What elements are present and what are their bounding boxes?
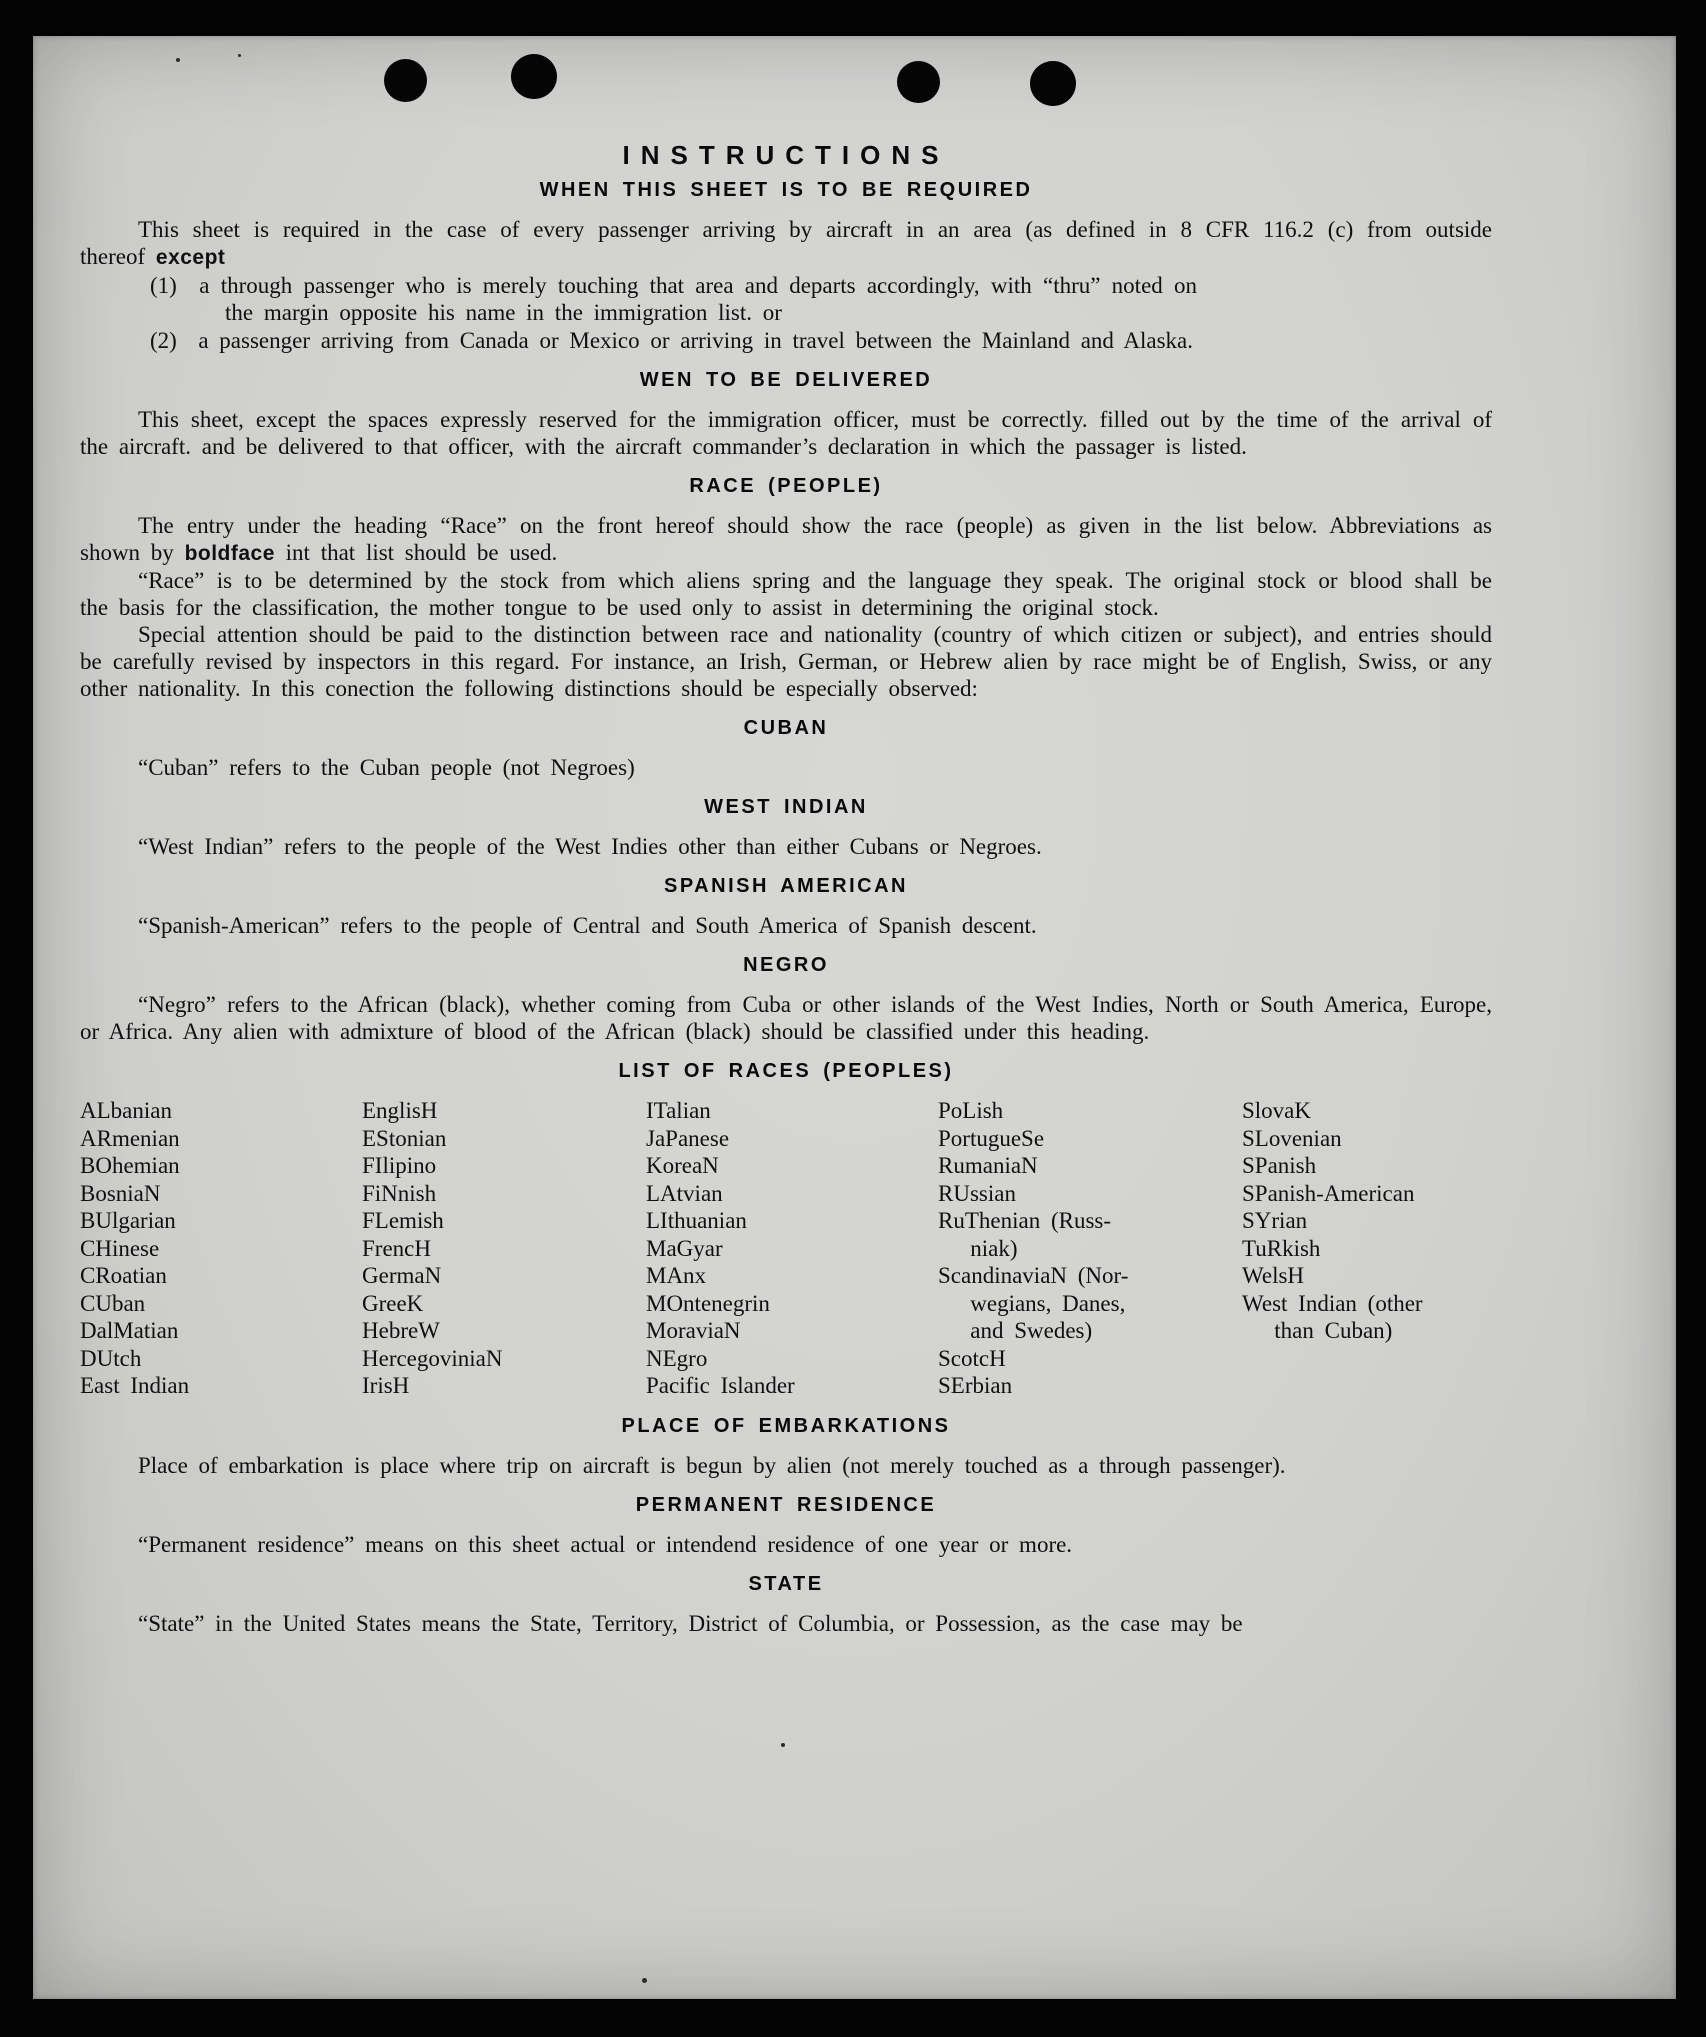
race-list-column-1 — [80, 1097, 362, 1400]
race-list-item: ARmenian — [80, 1125, 180, 1151]
paragraph-residence: “Permanent residence” means on this sheet actual or intendend residence of one year or more. — [138, 1531, 1073, 1557]
race-list-item: LAtvian — [646, 1180, 723, 1206]
punch-hole-icon — [511, 54, 557, 99]
race-list-item: GreeK — [362, 1290, 424, 1316]
race-list-item: BUlgarian — [80, 1208, 176, 1233]
paragraph-delivered: This sheet, except the spaces expressly reserved for the immigration officer, must be correctly. filled out by the time of the arrival of the aircraft. and be delivered to that officer, with the aircraft commander’s declaration in which the passager is listed. — [80, 407, 1492, 459]
paragraph-cuban: “Cuban” refers to the Cuban people (not Negroes) — [138, 755, 635, 780]
scan-speck — [176, 58, 180, 62]
race-list-item: PortugueSe — [938, 1125, 1045, 1151]
paragraph-west-indian: “West Indian” refers to the people of the West Indies other than either Cubans or Negroes. — [138, 834, 1042, 859]
race-list-item: MaGyar — [646, 1235, 723, 1261]
race-list-item: SPanish — [1242, 1153, 1317, 1178]
item-text: a through passenger who is merely touching that area and departs accordingly, with “thru” noted on the margin opposite his name in the immigration list. or — [199, 273, 1198, 325]
paragraph-negro: “Negro” refers to the African (black), whether coming from Cuba or other islands of the West Indies, North or South America, Europe, or Africa. Any alien with admixture of blood of the African (black) should be classified under this heading. — [80, 992, 1492, 1044]
heading-west-indian: WEST INDIAN — [704, 796, 868, 818]
heading-when-required: WHEN THIS SHEET IS TO BE REQUIRED — [539, 179, 1033, 201]
race-list-item: BOhemian — [80, 1153, 180, 1178]
race-list-column-3 — [646, 1097, 938, 1400]
item-number: (2) — [150, 328, 177, 353]
race-list-item: SErbian — [938, 1373, 1013, 1398]
paragraph-race-3: Special attention should be paid to the distinction between race and nationality (country of which citizen or subject), and entries should be carefully revised by inspectors in this regard. For instance, an Irish, German, or Hebrew alien by race might be of English, Swiss, or any other nationality. In this conection the following distinctions should be especially observed: — [80, 622, 1492, 701]
heading-cuban: CUBAN — [743, 717, 829, 739]
list-item-1 — [80, 272, 1492, 326]
race-list-item: NEgro — [646, 1345, 708, 1371]
race-list-item: West Indian (other than Cuban) — [1242, 1290, 1423, 1343]
race-list-item: FIlipino — [362, 1153, 437, 1178]
race-list-column-2 — [362, 1097, 646, 1400]
bold-word-boldface: boldface — [184, 542, 275, 565]
text-run: This sheet is required in the case of every passenger arriving by aircraft in an area (as defined in 8 CFR 116.2 (c) from outside thereof — [80, 217, 1492, 269]
race-list-item: DUtch — [80, 1345, 142, 1371]
paragraph-race-1 — [80, 512, 1492, 567]
race-list-item: FrencH — [362, 1235, 431, 1261]
race-list-item: DalMatian — [80, 1318, 179, 1343]
list-item-2 — [80, 327, 1492, 354]
race-list-item: RuThenian (Russ- niak) — [938, 1208, 1112, 1261]
race-list-item: JaPanese — [646, 1125, 730, 1151]
race-list-item: CHinese — [80, 1235, 160, 1261]
heading-when-delivered: WEN TO BE DELIVERED — [639, 369, 933, 391]
race-list-item: Pacific Islander — [646, 1373, 795, 1398]
race-list-item: FiNnish — [362, 1180, 437, 1206]
race-list-item: East Indian — [80, 1373, 190, 1398]
heading-list-of-races: LIST OF RACES (PEOPLES) — [618, 1060, 954, 1082]
paragraph-embarkation: Place of embarkation is place where trip on aircraft is begun by alien (not merely touched as a through passenger). — [138, 1452, 1286, 1478]
race-list-item: HebreW — [362, 1318, 440, 1343]
race-list-item: SLovenian — [1242, 1125, 1342, 1151]
race-list-item: LIthuanian — [646, 1208, 747, 1233]
punch-hole-icon — [384, 59, 427, 102]
race-list-item: EStonian — [362, 1125, 447, 1151]
race-list-item: BosniaN — [80, 1180, 161, 1206]
scan-speck — [642, 1978, 647, 1983]
paragraph-spanish-american: “Spanish-American” refers to the people of Central and South America of Spanish descent. — [138, 913, 1037, 938]
race-list-item: PoLish — [938, 1098, 1004, 1123]
item-text: a passenger arriving from Canada or Mexico or arriving in travel between the Mainland and Alaska. — [198, 328, 1194, 353]
race-list-item: HercegoviniaN — [362, 1345, 503, 1371]
scan-speck — [781, 1743, 785, 1747]
race-list-item: EnglisH — [362, 1098, 438, 1123]
heading-spanish-american: SPANISH AMERICAN — [663, 875, 908, 897]
race-list — [80, 1097, 1492, 1400]
paragraph-state: “State” in the United States means the State, Territory, District of Columbia, or Possession, as the case may be — [138, 1610, 1243, 1636]
race-list-item: IrisH — [362, 1373, 410, 1398]
race-list-item: SlovaK — [1242, 1098, 1311, 1123]
race-list-item: CRoatian — [80, 1263, 167, 1288]
heading-place-of-embarkations: PLACE OF EMBARKATIONS — [621, 1414, 951, 1437]
race-list-column-4 — [938, 1097, 1242, 1400]
race-list-item: TuRkish — [1242, 1235, 1321, 1261]
paragraph-required-intro — [80, 216, 1492, 271]
race-list-item: RumaniaN — [938, 1153, 1038, 1178]
race-list-item: MOntenegrin — [646, 1290, 770, 1316]
race-list-item: MoraviaN — [646, 1318, 741, 1343]
document-title: INSTRUCTIONS — [622, 140, 950, 170]
race-list-item: ScandinaviaN (Nor- wegians, Danes, and Swedes) — [938, 1263, 1129, 1343]
race-list-item: CUban — [80, 1290, 146, 1316]
text-run: int that list should be used. — [274, 540, 558, 565]
race-list-item: SPanish-American — [1242, 1180, 1415, 1206]
race-list-item: ScotcH — [938, 1345, 1006, 1371]
race-list-item: ITalian — [646, 1098, 711, 1123]
item-number: (1) — [150, 273, 177, 298]
heading-negro: NEGRO — [743, 954, 829, 976]
punch-hole-icon — [1030, 61, 1076, 106]
paragraph-race-2: “Race” is to be determined by the stock from which aliens spring and the language they speak. The original stock or blood shall be the basis for the classification, the mother tongue to be used only to assist in determining the original stock. — [80, 568, 1492, 620]
race-list-item: RUssian — [938, 1180, 1016, 1206]
punch-hole-icon — [897, 61, 940, 103]
paper-sheet — [33, 36, 1676, 1999]
race-list-item: ALbanian — [80, 1098, 172, 1123]
heading-state: STATE — [748, 1572, 824, 1595]
scan-speck — [238, 54, 241, 57]
race-list-item: KoreaN — [646, 1153, 719, 1178]
race-list-item: GermaN — [362, 1263, 442, 1288]
race-list-item: WelsH — [1242, 1263, 1305, 1288]
race-list-item: FLemish — [362, 1208, 444, 1233]
heading-permanent-residence: PERMANENT RESIDENCE — [635, 1493, 937, 1516]
bold-word-except: except — [155, 246, 226, 269]
heading-race-people: RACE (PEOPLE) — [689, 475, 883, 497]
race-list-column-5 — [1242, 1097, 1492, 1400]
document-content — [80, 142, 1492, 1637]
race-list-item: SYrian — [1242, 1208, 1308, 1233]
text-run: The entry under the heading “Race” on the front hereof should show the race (people) as given in the list below. Abbreviations as shown by — [80, 513, 1492, 565]
race-list-item: MAnx — [646, 1263, 707, 1288]
